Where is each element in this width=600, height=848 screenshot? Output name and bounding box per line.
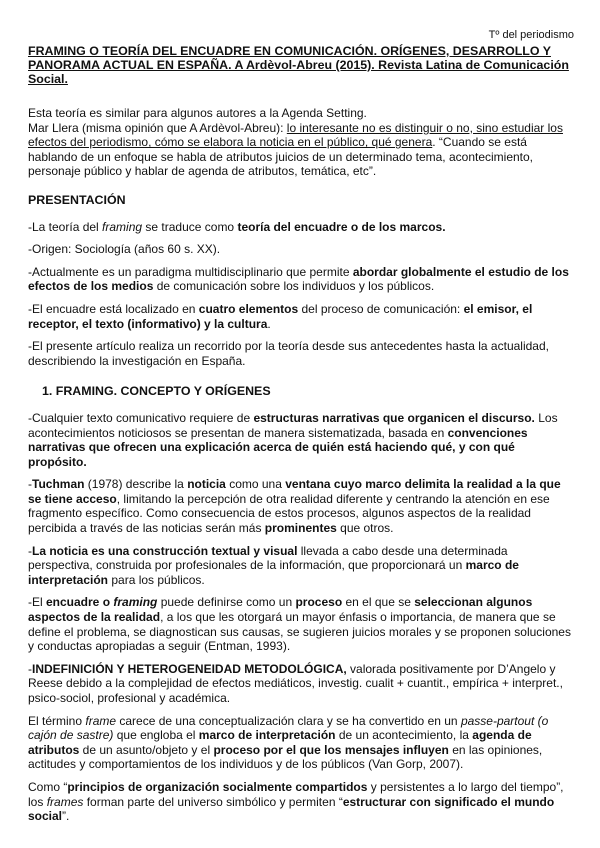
page-header-course: Tº del periodismo: [488, 29, 574, 41]
text-run: como una: [225, 477, 286, 492]
text-run: La noticia es una construcción textual y visual: [32, 543, 298, 558]
text-run: Como “: [28, 779, 68, 794]
text-run: que engloba el: [113, 728, 199, 743]
text-run: -La teoría del: [28, 219, 103, 234]
text-run: INDEFINICIÓN Y HETEROGENEIDAD METODOLÓGICA,: [32, 661, 347, 676]
text-run: ventana cuyo marco delimita la realidad a la que se tiene acceso: [28, 477, 561, 506]
intro: [28, 106, 574, 179]
text-run: lo interesante no es distinguir o no, sino estudiar los efectos del periodismo, cómo se elabora la noticia en el público, qué genera: [28, 120, 563, 150]
text-run: El término: [28, 713, 86, 728]
paragraph: [28, 302, 574, 331]
paragraph: [28, 339, 574, 368]
section-heading-framing: 1. FRAMING. CONCEPTO Y ORÍGENES: [42, 384, 271, 399]
paragraph: [28, 544, 574, 588]
text-run: passe-partout (o cajón de sastre): [28, 713, 549, 743]
text-run: teoría del encuadre o de los marcos.: [237, 219, 446, 234]
text-run: frame: [85, 713, 117, 728]
text-run: , a los que les otorgará un mayor énfasis o importancia, de manera que se define el problema, se diagnostican sus causas, se sugieren juicios morales y se proponen soluciones y conductas apropiadas a seguir (Entman, 1993).: [28, 610, 571, 654]
paragraph: [28, 106, 574, 121]
paragraph: [28, 662, 574, 706]
text-run: estructurar con significado el mundo social: [28, 794, 555, 824]
document-title: FRAMING O TEORÍA DEL ENCUADRE EN COMUNICACIÓN. ORÍGENES, DESARROLLO Y PANORAMA ACTUAL EN ESPAÑA. A Ardèvol-Abreu (2015). Revista Latina de Comunicación Social.: [28, 44, 569, 86]
text-run: convenciones narrativas que ofrecen una explicación acerca de quién está haciendo qué, y con qué propósito.: [28, 425, 528, 469]
text-run: carece de una conceptualización clara y se ha convertido en un: [116, 713, 461, 728]
section-framing: [28, 411, 574, 824]
text-run: para los públicos.: [108, 572, 205, 587]
paragraph: [28, 265, 574, 294]
text-run: llevada a cabo desde una determinada perspectiva, construida por profesionales de la información, que proporcionará un: [28, 543, 508, 573]
text-run: del proceso de comunicación:: [298, 301, 464, 316]
text-run: que otros.: [336, 521, 394, 536]
paragraph: [28, 220, 574, 235]
text-run: -Actualmente es un paradigma multidisciplinario que permite: [28, 264, 353, 279]
text-run: el emisor, el receptor, el texto (informativo) y la cultura: [28, 301, 533, 331]
section-heading-presentacion: PRESENTACIÓN: [28, 192, 126, 207]
text-run: .: [267, 316, 271, 331]
paragraph: [28, 477, 574, 535]
text-run: en el que se: [342, 595, 415, 610]
text-run: valorada positivamente por D’Angelo y Reese debido a la complejidad de efectos mediáticos, investig. cualit + cuantit., empírica + interpret., psico-sociol, profesional y académica.: [28, 661, 563, 705]
text-run: marco de interpretación: [198, 728, 336, 743]
text-run: de un acontecimiento, la: [335, 728, 473, 743]
text-run: framing: [102, 219, 143, 234]
text-run: -: [28, 543, 32, 558]
text-run: proceso por el que los mensajes influyen: [213, 742, 449, 757]
text-run: prominentes: [264, 521, 337, 536]
text-run: -: [28, 477, 32, 492]
text-run: Mar Llera (misma opinión que A Ardèvol-Abreu):: [28, 120, 287, 135]
text-run: encuadre o: [46, 595, 114, 610]
text-run: -El: [28, 595, 46, 610]
text-run: agenda de atributos: [28, 728, 532, 757]
text-run: -El presente artículo realiza un recorrido por la teoría desde sus antecedentes hasta la actualidad, describiendo la investigación en España.: [28, 339, 549, 368]
text-run: abordar globalmente el estudio de los efectos de los medios: [28, 264, 569, 294]
text-run: principios de organización socialmente compartidos: [67, 779, 368, 794]
text-run: estructuras narrativas que organicen el discurso.: [253, 410, 535, 425]
paragraph: [28, 595, 574, 653]
text-run: cuatro elementos: [198, 301, 299, 316]
text-run: marco de interpretación: [28, 558, 519, 587]
paragraph: [28, 242, 574, 257]
text-run: proceso: [295, 595, 343, 610]
text-run: Esta teoría es similar para algunos autores a la Agenda Setting.: [28, 106, 367, 120]
text-run: framing: [113, 595, 158, 610]
text-run: en las opiniones, actitudes y comportamientos de los individuos y de los públicos (Van Gorp, 2007).: [28, 742, 543, 772]
text-run: -: [28, 661, 32, 676]
text-run: de comunicación sobre los individuos y los públicos.: [153, 279, 435, 294]
text-run: frames: [46, 794, 84, 809]
text-run: forman parte del universo simbólico y permiten “: [83, 794, 343, 809]
paragraph: [28, 714, 574, 772]
text-run: ”.: [62, 809, 70, 824]
text-run: -Origen: Sociología (años 60 s. XX).: [28, 242, 221, 257]
text-run: , limitando la percepción de otra realidad diferente y centrando la atención en ese fragmento específico. Como consecuencia de estos procesos, algunos aspectos de la realidad percibida a través de las noticias serán más: [28, 491, 550, 536]
paragraph: [28, 411, 574, 469]
text-run: Los acontecimientos noticiosos se presentan de manera sistematizada, basada en: [28, 410, 558, 440]
text-run: puede definirse como un: [157, 595, 296, 610]
text-run: Tuchman: [32, 477, 85, 492]
text-run: (1978) describe la: [84, 477, 188, 492]
section-presentacion: [28, 220, 574, 369]
text-run: se traduce como: [142, 219, 238, 234]
text-run: -Cualquier texto comunicativo requiere de: [28, 410, 254, 425]
text-run: -El encuadre está localizado en: [28, 301, 199, 316]
text-run: seleccionan algunos aspectos de la realidad: [28, 595, 533, 625]
paragraph: [28, 121, 574, 179]
text-run: noticia: [187, 477, 226, 492]
text-run: de un asunto/objeto y el: [79, 742, 214, 757]
text-run: y persistentes a lo largo del tiempo”, los: [28, 779, 564, 809]
text-run: . “Cuando se está hablando de un enfoque se habla de atributos juicios de un determinado tema, acontecimiento, personaje público y hablar de agenda de atributos, temática, etc”.: [28, 135, 534, 179]
paragraph: [28, 780, 574, 824]
